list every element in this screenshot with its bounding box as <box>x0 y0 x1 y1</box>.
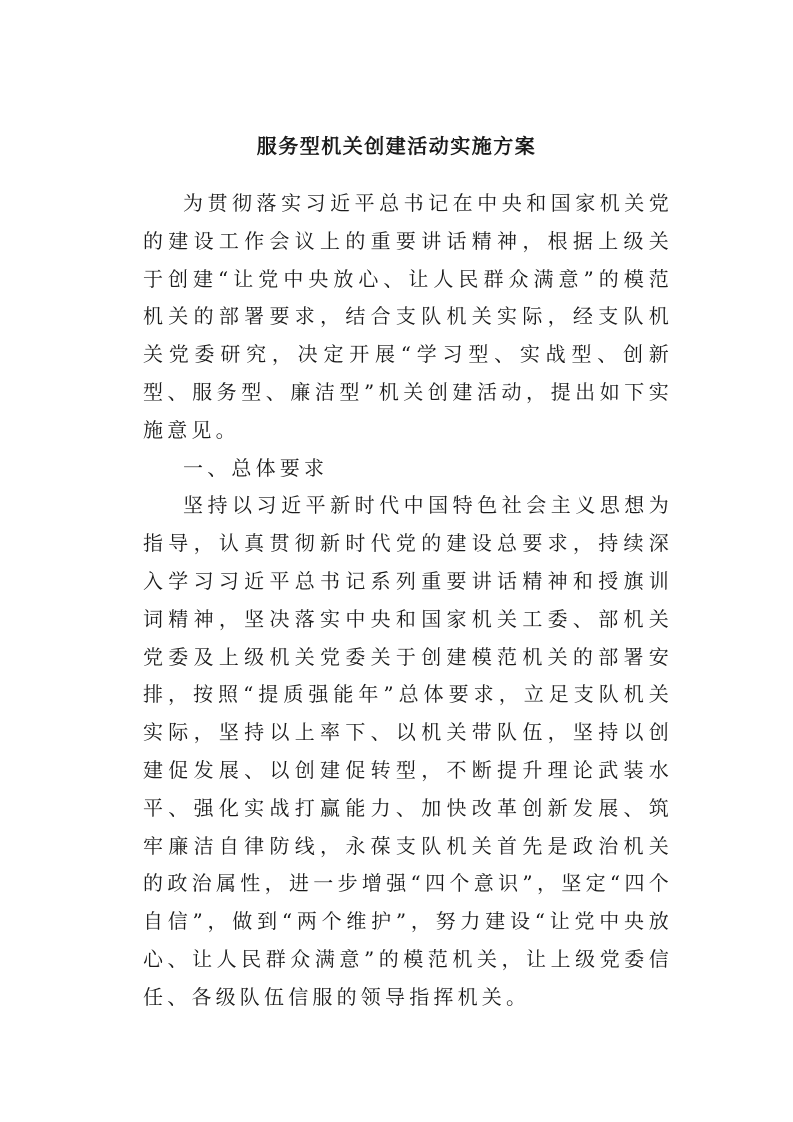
document-body <box>143 185 673 1017</box>
intro-paragraph: 为贯彻落实习近平总书记在中央和国家机关党的建设工作会议上的重要讲话精神，根据上级关于创建“让党中央放心、让人民群众满意”的模范机关的部署要求，结合支队机关实际，经支队机关党委研究，决定开展“学习型、实战型、创新型、服务型、廉洁型”机关创建活动，提出如下实施意见。 <box>143 191 673 442</box>
section-body-general-requirements: 坚持以习近平新时代中国特色社会主义思想为指导，认真贯彻新时代党的建设总要求，持续深入学习习近平总书记系列重要讲话精神和授旗训词精神，坚决落实中央和国家机关工委、部机关党委及上级机关党委关于创建模范机关的部署安排，按照“提质强能年”总体要求，立足支队机关实际，坚持以上率下、以机关带队伍，坚持以创建促发展、以创建促转型，不断提升理论武装水平、强化实战打赢能力、加快改革创新发展、筑牢廉洁自律防线，永葆支队机关首先是政治机关的政治属性，进一步增强“四个意识”，坚定“四个自信”，做到“两个维护”，努力建设“让党中央放心、让人民群众满意”的模范机关，让上级党委信任、各级队伍信服的领导指挥机关。 <box>143 493 673 1009</box>
document-title: 服务型机关创建活动实施方案 <box>256 134 537 158</box>
section-heading-general-requirements: 一、总体要求 <box>183 455 329 480</box>
